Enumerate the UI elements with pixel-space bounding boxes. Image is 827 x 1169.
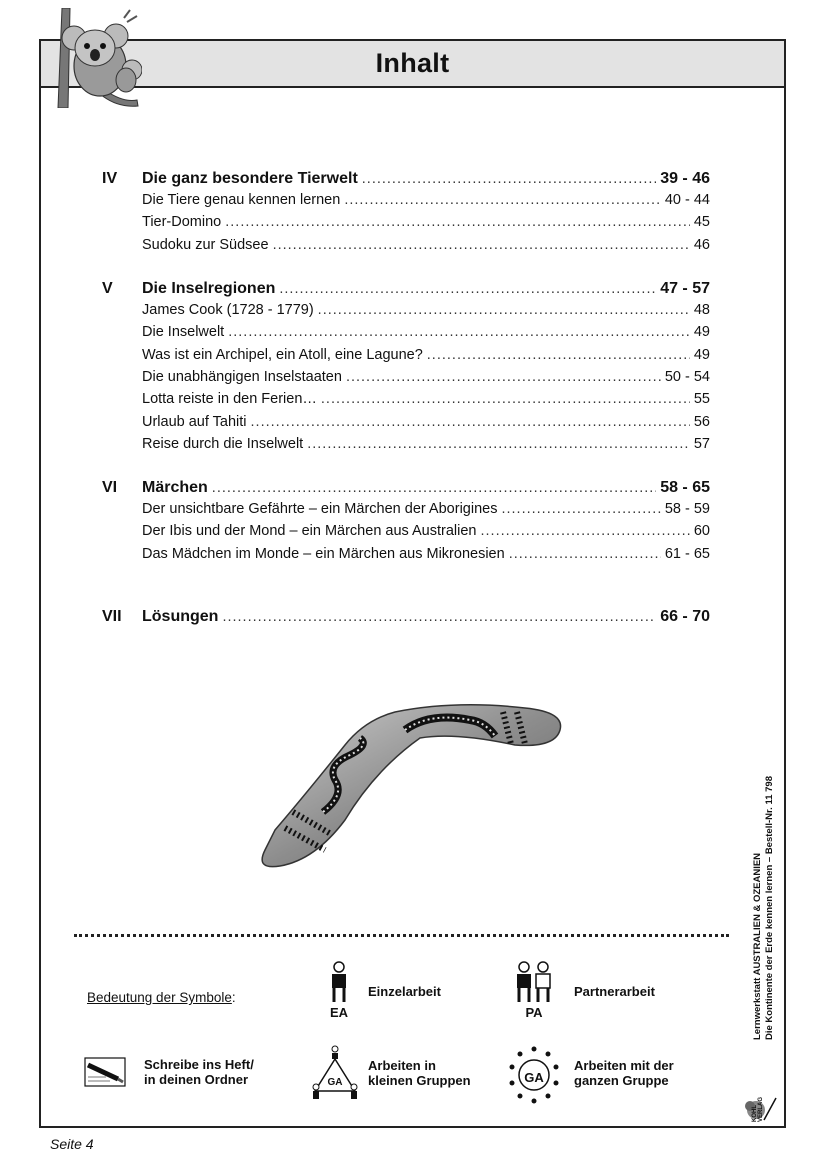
toc-leader-dots xyxy=(251,414,690,430)
toc-item-pages: 45 xyxy=(693,214,710,231)
ga-small-text-line2: kleinen Gruppen xyxy=(368,1073,471,1088)
single-person-icon xyxy=(328,960,350,1004)
toc-item xyxy=(142,369,710,385)
toc-section xyxy=(102,280,710,298)
toc-item-title: Tier-Domino xyxy=(142,214,222,231)
ea-text: Einzelarbeit xyxy=(368,984,441,999)
toc-item xyxy=(142,546,710,562)
toc-section xyxy=(102,608,710,626)
toc-item-pages: 48 xyxy=(693,302,710,318)
toc-item xyxy=(142,302,710,318)
toc-leader-dots xyxy=(307,436,690,452)
ea-label: EA xyxy=(329,1005,349,1020)
toc-section xyxy=(102,170,710,188)
toc-item-title: Lotta reiste in den Ferien… xyxy=(142,391,317,408)
toc-item xyxy=(142,214,710,230)
toc-section xyxy=(102,479,710,497)
toc-item-pages: 55 xyxy=(693,391,710,408)
toc-section-number: VII xyxy=(102,608,122,625)
toc-item-title: Der unsichtbare Gefährte – ein Märchen der Aborigines xyxy=(142,501,498,517)
legend-title-suffix: : xyxy=(231,990,236,1005)
toc-item-title: Reise durch die Inselwelt xyxy=(142,435,304,452)
heft-text-line2: in deinen Ordner xyxy=(144,1072,249,1087)
ga-small-text xyxy=(368,1058,471,1088)
toc-item-pages: 60 xyxy=(693,523,710,540)
toc-section-number: V xyxy=(102,280,113,297)
toc-item-pages: 57 xyxy=(693,435,710,452)
toc-item-title: Der Ibis und der Mond – ein Märchen aus Australien xyxy=(142,523,477,540)
toc-item-pages: 46 xyxy=(693,236,710,253)
small-group-icon xyxy=(310,1045,360,1101)
toc-item-title: Was ist ein Archipel, ein Atoll, eine Lagune? xyxy=(142,346,423,363)
side-line1: Lernwerkstatt AUSTRALIEN & OZEANIEN xyxy=(752,852,763,1040)
side-publication-info xyxy=(752,730,776,1040)
toc-item xyxy=(142,523,710,539)
toc-section-title: Märchen xyxy=(142,479,208,496)
ga-all-text xyxy=(574,1058,674,1088)
publisher-name: KOHL VERLAG xyxy=(752,1096,764,1122)
page-header xyxy=(39,39,786,88)
toc-section-title: Die Inselregionen xyxy=(142,280,276,297)
toc-section-title: Die ganz besondere Tierwelt xyxy=(142,170,358,187)
section-divider xyxy=(74,934,729,937)
boomerang-illustration-icon xyxy=(255,700,570,875)
toc-item xyxy=(142,391,710,407)
toc-section-title: Lösungen xyxy=(142,608,219,625)
toc-item-title: Urlaub auf Tahiti xyxy=(142,413,247,430)
heft-text-line1: Schreibe ins Heft/ xyxy=(144,1057,254,1072)
toc-leader-dots xyxy=(273,237,690,253)
toc-item-title: James Cook (1728 - 1779) xyxy=(142,302,314,318)
toc-item-title: Das Mädchen im Monde – ein Märchen aus Mikronesien xyxy=(142,545,505,562)
toc-item xyxy=(142,414,710,430)
toc-item xyxy=(142,347,710,363)
toc-section-pages: 39 - 46 xyxy=(660,170,710,187)
toc-section-pages: 66 - 70 xyxy=(660,608,710,625)
toc-leader-dots xyxy=(344,192,661,208)
partner-icon xyxy=(514,960,554,1004)
toc-item xyxy=(142,436,710,452)
heft-text xyxy=(144,1057,254,1087)
toc-item xyxy=(142,324,710,340)
toc-item-title: Sudoku zur Südsee xyxy=(142,236,269,253)
pa-text: Partnerarbeit xyxy=(574,984,655,999)
side-line2: Die Kontinente der Erde kennen lernen – Bestell-Nr. 11 798 xyxy=(764,776,775,1040)
toc-item-title: Die unabhängigen Inselstaaten xyxy=(142,368,342,385)
ga-small-text-line1: Arbeiten in xyxy=(368,1058,436,1073)
toc-leader-dots xyxy=(212,480,656,496)
ga-small-label: GA xyxy=(327,1077,343,1088)
toc-leader-dots xyxy=(362,171,656,187)
page-number: Seite 4 xyxy=(50,1136,94,1152)
toc-item-pages: 61 - 65 xyxy=(664,545,710,562)
page-title: Inhalt xyxy=(375,48,450,78)
toc-leader-dots xyxy=(427,347,690,363)
pa-label: PA xyxy=(525,1005,543,1020)
toc-leader-dots xyxy=(501,501,660,517)
toc-leader-dots xyxy=(509,546,661,562)
legend-title-text: Bedeutung der Symbole xyxy=(87,990,232,1005)
toc-leader-dots xyxy=(481,523,690,539)
toc-section-pages: 58 - 65 xyxy=(660,479,710,496)
toc-section-pages: 47 - 57 xyxy=(660,280,710,297)
toc-leader-dots xyxy=(321,391,690,407)
toc-leader-dots xyxy=(225,214,690,230)
ga-all-text-line2: ganzen Gruppe xyxy=(574,1073,669,1088)
toc-item-pages: 49 xyxy=(693,324,710,341)
toc-item-pages: 40 - 44 xyxy=(664,192,710,208)
toc-item-pages: 56 xyxy=(693,413,710,430)
toc-section-number: IV xyxy=(102,170,118,187)
koala-illustration-icon xyxy=(42,8,142,108)
toc-item xyxy=(142,237,710,253)
toc-item-title: Die Tiere genau kennen lernen xyxy=(142,192,341,208)
toc-section-number: VI xyxy=(102,479,118,496)
legend-title xyxy=(87,990,236,1005)
toc-leader-dots xyxy=(228,324,690,340)
ga-all-text-line1: Arbeiten mit der xyxy=(574,1058,674,1073)
toc-item-pages: 49 xyxy=(693,346,710,363)
toc-leader-dots xyxy=(222,609,656,625)
toc-leader-dots xyxy=(279,281,656,297)
toc-item xyxy=(142,501,710,517)
toc-item xyxy=(142,192,710,208)
toc-leader-dots xyxy=(346,369,661,385)
toc-item-pages: 50 - 54 xyxy=(664,368,710,385)
toc-item-pages: 58 - 59 xyxy=(664,501,710,517)
ga-all-label: GA xyxy=(524,1070,544,1085)
notebook-pencil-icon xyxy=(84,1057,126,1087)
toc-item-title: Die Inselwelt xyxy=(142,324,225,341)
toc-leader-dots xyxy=(318,302,690,318)
